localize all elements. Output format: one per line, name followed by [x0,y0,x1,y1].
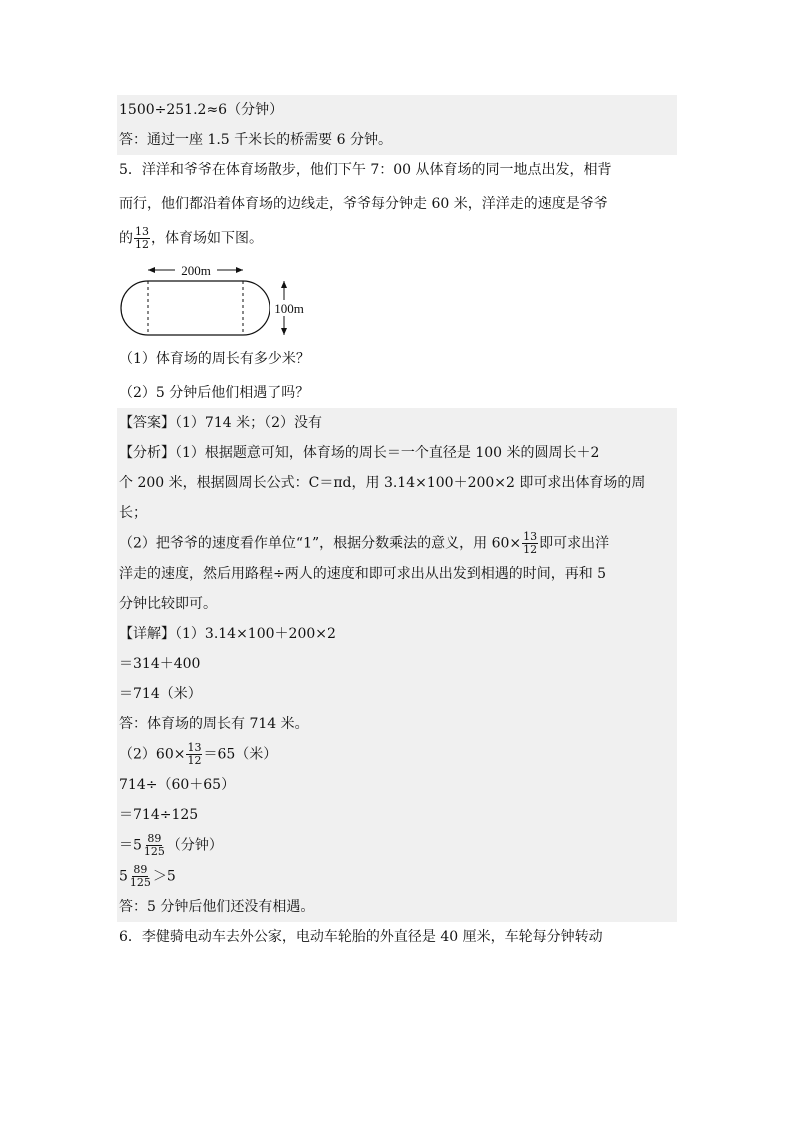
analysis-line: 个 200 米，根据圆周长公式：C＝πd，用 3.14×100＋200×2 即可求出体育场的周 [117,468,677,498]
fraction [129,864,152,889]
detail-line [117,619,677,649]
analysis-line: 长； [117,498,677,528]
detail-line: ＝314＋400 [117,649,677,679]
analysis-line: 分钟比较即可。 [117,589,677,619]
fraction-denominator: 125 [129,876,151,889]
analysis-tag: 【分析】 [119,445,175,461]
fraction-numerator: 13 [135,225,149,238]
fraction-numerator: 89 [133,863,148,876]
analysis-line: 洋走的速度，然后用路程÷两人的速度和即可求出从出发到相遇的时间，再和 5 [117,559,677,589]
fraction [143,833,166,858]
analysis-text: （1）根据题意可知，体育场的周长＝一个直径是 100 米的圆周长＋2 [175,445,600,461]
width-arrow-top [281,281,287,288]
text-segment: （分钟） [166,837,223,854]
fraction-numerator: 13 [187,741,202,754]
question-5-line: 而行，他们都沿着体育场的边线走，爷爷每分钟走 60 米，洋洋走的速度是爷爷 [119,196,608,212]
question-5-line [117,223,677,254]
analysis-line [117,438,677,468]
fraction-denominator: 12 [523,543,538,556]
width-label: 100m [274,301,304,316]
stadium-figure [117,254,677,344]
question-6-line: 6．李健骑电动车去外公家，电动车轮胎的外直径是 40 厘米，车轮每分钟转动 [119,929,603,945]
sub-question-1: （1）体育场的周长有多少米？ [119,351,310,367]
stadium-outline [121,281,270,335]
detail-line [117,739,677,770]
question-5-line: 5．洋洋和爷爷在体育场散步，他们下午 7：00 从体育场的同一地点出发，相背 [119,162,612,178]
text-segment: ＝65（米） [203,746,278,763]
fraction-denominator: 125 [143,845,165,858]
detail-line: 答：体育场的周长有 714 米。 [117,709,677,739]
text-segment: （2）把爷爷的速度看作单位“1”，根据分数乘法的意义，用 60× [119,535,522,552]
detail-line [117,830,677,861]
analysis-line [117,528,677,559]
answer-text: （1）714 米；（2）没有 [175,415,322,431]
text-segment: ，体育场如下图。 [151,230,263,247]
answer-tag: 【答案】 [119,415,175,431]
fraction-numerator: 13 [523,530,538,543]
detail-line: ＝714÷125 [117,800,677,830]
detail-line: 答：5 分钟后他们还没有相遇。 [117,892,677,922]
document-content [117,95,677,952]
text-segment: 即可求出洋 [539,535,610,552]
text-line: 1500÷251.2≈6（分钟） [117,95,677,125]
text-segment: （2）60× [119,746,186,763]
detail-line: ＝714（米） [117,679,677,709]
length-arrow-left [148,267,155,273]
text-segment: ＝5 [119,837,142,854]
fraction-denominator: 12 [187,754,202,767]
text-segment: 5 [119,868,128,885]
length-label: 200m [181,263,211,278]
fraction-numerator: 89 [147,832,162,845]
text-segment: 的 [119,230,133,247]
width-arrow-bottom [281,328,287,335]
fraction [522,531,538,556]
text-segment: ＞5 [152,868,176,885]
detail-tag: 【详解】 [119,626,175,642]
detail-line: 714÷（60＋65） [117,770,677,800]
detail-text: （1）3.14×100＋200×2 [175,626,336,642]
text-line: 答：通过一座 1.5 千米长的桥需要 6 分钟。 [117,125,677,155]
fraction [186,742,202,767]
stadium-diagram [117,254,337,344]
fraction-denominator: 12 [135,238,149,251]
sub-question-2: （2）5 分钟后他们相遇了吗？ [119,385,310,401]
detail-line [117,861,677,892]
fraction [134,226,150,251]
answer-line [117,408,677,438]
length-arrow-right [236,267,243,273]
